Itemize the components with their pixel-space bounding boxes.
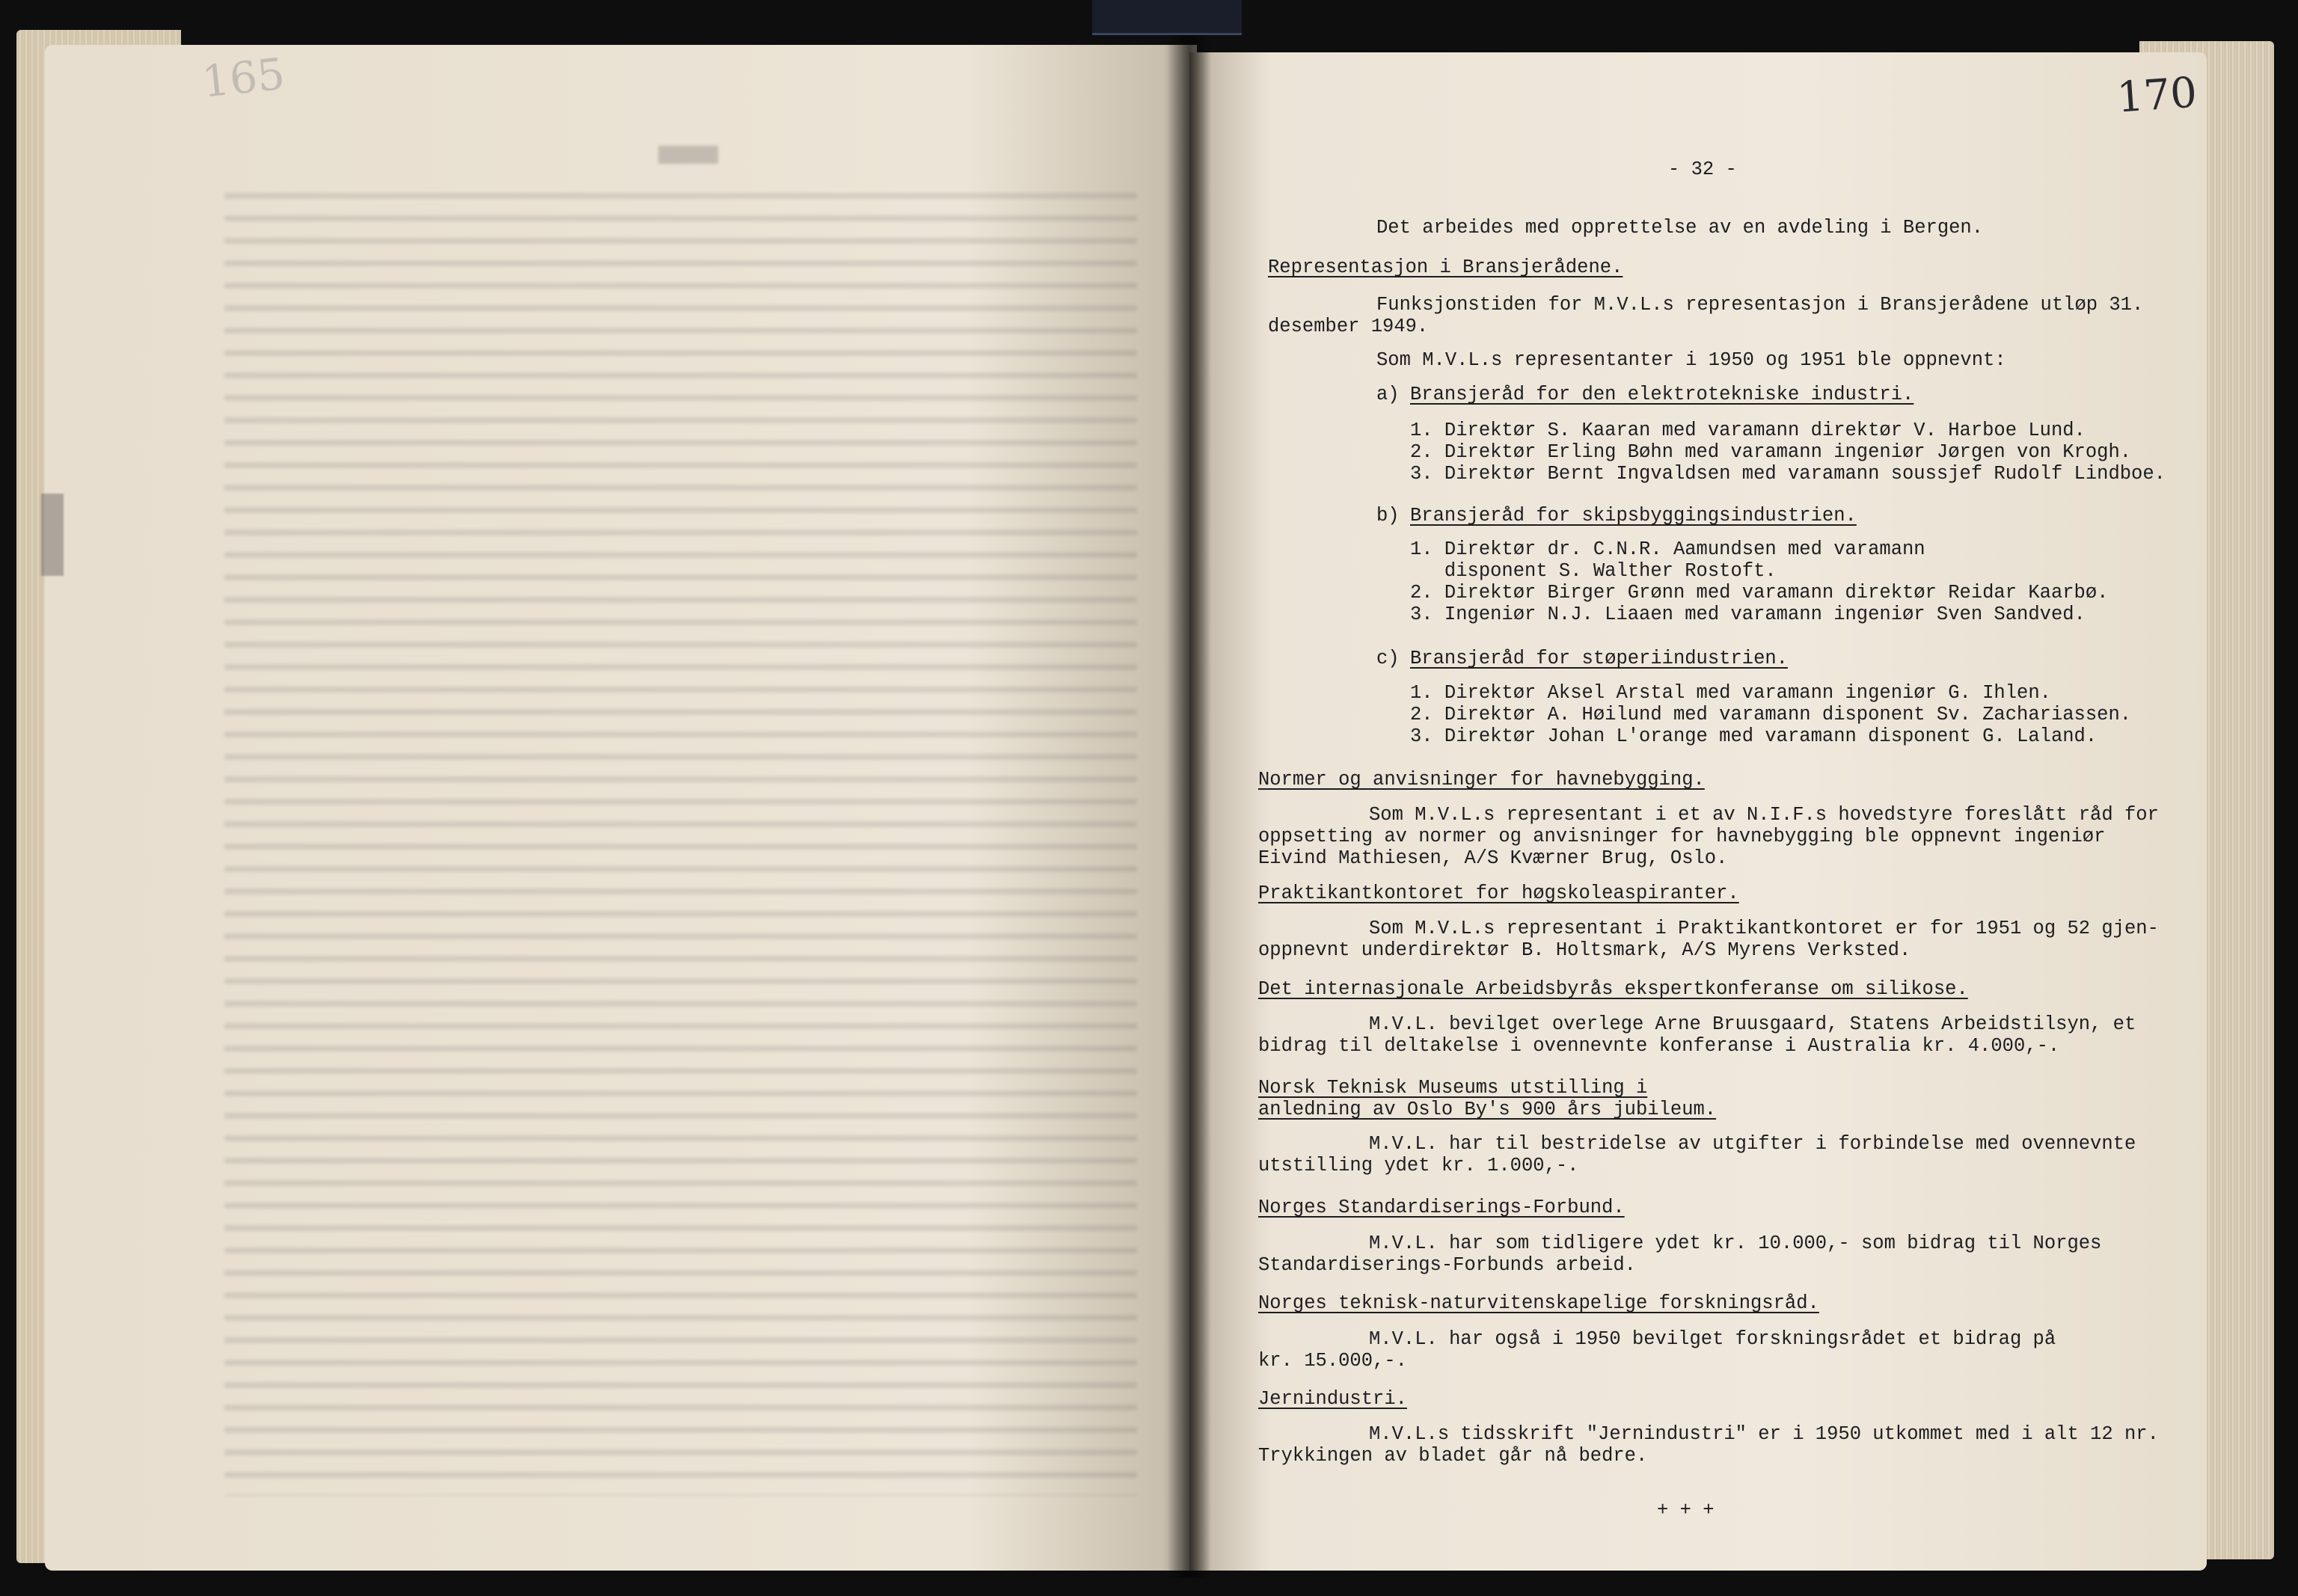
heading-silikose: Det internasjonale Arbeidsbyrås ekspertkonferanse om silikose. <box>1258 978 1968 1000</box>
paragraph-line: Funksjonstiden for M.V.L.s representasjon i Bransjerådene utløp 31. <box>1376 294 2144 316</box>
paragraph-line: bidrag til deltakelse i ovennevnte konferanse i Australia kr. 4.000,-. <box>1258 1035 2060 1057</box>
paragraph-line: M.V.L. har til bestridelse av utgifter i forbindelse med ovennevnte <box>1369 1133 2136 1155</box>
list-item: 1. Direktør S. Kaaran med varamann direktør V. Harboe Lund. <box>1410 420 2086 441</box>
heading-skipsbygging: Bransjeråd for skipsbyggingsindustrien. <box>1410 505 1857 527</box>
list-item: 2. Direktør Birger Grønn med varamann direktør Reidar Kaarbø. <box>1410 582 2109 604</box>
paragraph-line: Som M.V.L.s representant i Praktikantkontoret er for 1951 og 52 gjen- <box>1369 918 2159 939</box>
paragraph-line: Eivind Mathiesen, A/S Kværner Brug, Oslo. <box>1258 847 1728 869</box>
heading-standard: Norges Standardiserings-Forbund. <box>1258 1197 1625 1218</box>
heading-normer: Normer og anvisninger for havnebygging. <box>1258 769 1705 791</box>
list-item: 1. Direktør Aksel Arstal med varamann ingeniør G. Ihlen. <box>1410 682 2051 704</box>
heading-museum-cont: anledning av Oslo By's 900 års jubileum. <box>1258 1099 1717 1120</box>
end-marks: + + + <box>1657 1500 1715 1521</box>
paragraph-line: M.V.L.s tidsskrift "Jernindustri" er i 1950 utkommet med i alt 12 nr. <box>1369 1423 2159 1445</box>
paragraph-line: desember 1949. <box>1268 316 1429 337</box>
paragraph-line: M.V.L. bevilget overlege Arne Bruusgaard, Statens Arbeidstilsyn, et <box>1369 1013 2136 1035</box>
typed-page-text <box>1249 150 2169 1521</box>
paragraph-line: kr. 15.000,-. <box>1258 1350 1407 1372</box>
heading-jern: Jernindustri. <box>1258 1388 1407 1410</box>
margin-mark <box>41 494 64 576</box>
book-gutter <box>1167 22 1212 1578</box>
list-item: 3. Direktør Johan L'orange med varamann disponent G. Laland. <box>1410 725 2098 747</box>
sub-marker: b) <box>1376 505 1400 527</box>
sub-marker: a) <box>1376 384 1400 405</box>
paragraph-line: Som M.V.L.s representanter i 1950 og 1951 ble oppnevnt: <box>1376 349 2006 371</box>
list-item: 2. Direktør Erling Bøhn med varamann ingeniør Jørgen von Krogh. <box>1410 441 2132 463</box>
bleed-through-text <box>224 179 1137 1496</box>
list-item: disponent S. Walther Rostoft. <box>1410 560 1777 582</box>
intro-line: Det arbeides med opprettelse av en avdeling i Bergen. <box>1376 217 1984 239</box>
left-corner-folio: 165 <box>199 48 287 108</box>
list-item: 2. Direktør A. Høilund med varamann disponent Sv. Zachariassen. <box>1410 704 2132 725</box>
list-item: 3. Direktør Bernt Ingvaldsen med varamann soussjef Rudolf Lindboe. <box>1410 463 2166 485</box>
bleed-through-page-number <box>658 146 718 164</box>
list-item: 1. Direktør dr. C.N.R. Aamundsen med varamann <box>1410 538 1925 560</box>
paragraph-line: utstilling ydet kr. 1.000,-. <box>1258 1155 1579 1176</box>
page-number: - 32 - <box>1668 159 1737 180</box>
paragraph-line: Som M.V.L.s representant i et av N.I.F.s hovedstyre foreslått råd for <box>1369 804 2159 826</box>
book-spine <box>1092 0 1242 35</box>
paragraph-line: oppsetting av normer og anvisninger for havnebygging ble oppnevnt ingeniør <box>1258 826 2106 847</box>
paragraph-line: M.V.L. har også i 1950 bevilget forskningsrådet et bidrag på <box>1369 1328 2056 1350</box>
paragraph-line: oppnevnt underdirektør B. Holtsmark, A/S Myrens Verksted. <box>1258 939 1911 961</box>
heading-museum: Norsk Teknisk Museums utstilling i <box>1258 1077 1648 1099</box>
heading-forskning: Norges teknisk-naturvitenskapelige forskningsråd. <box>1258 1292 1819 1314</box>
paragraph-line: M.V.L. har som tidligere ydet kr. 10.000,- som bidrag til Norges <box>1369 1233 2102 1254</box>
heading-stoperi: Bransjeråd for støperiindustrien. <box>1410 648 1788 669</box>
list-item: 3. Ingeniør N.J. Liaaen med varamann ingeniør Sven Sandved. <box>1410 604 2086 625</box>
paragraph-line: Standardiserings-Forbunds arbeid. <box>1258 1254 1636 1276</box>
sub-marker: c) <box>1376 648 1400 669</box>
heading-representasjon: Representasjon i Bransjerådene. <box>1268 257 1623 278</box>
heading-praktikant: Praktikantkontoret for høgskoleaspiranter. <box>1258 883 1739 904</box>
heading-elektroteknisk: Bransjeråd for den elektrotekniske industri. <box>1410 384 1914 405</box>
handwritten-folio: 170 <box>2115 68 2199 123</box>
paragraph-line: Trykkingen av bladet går nå bedre. <box>1258 1445 1648 1467</box>
